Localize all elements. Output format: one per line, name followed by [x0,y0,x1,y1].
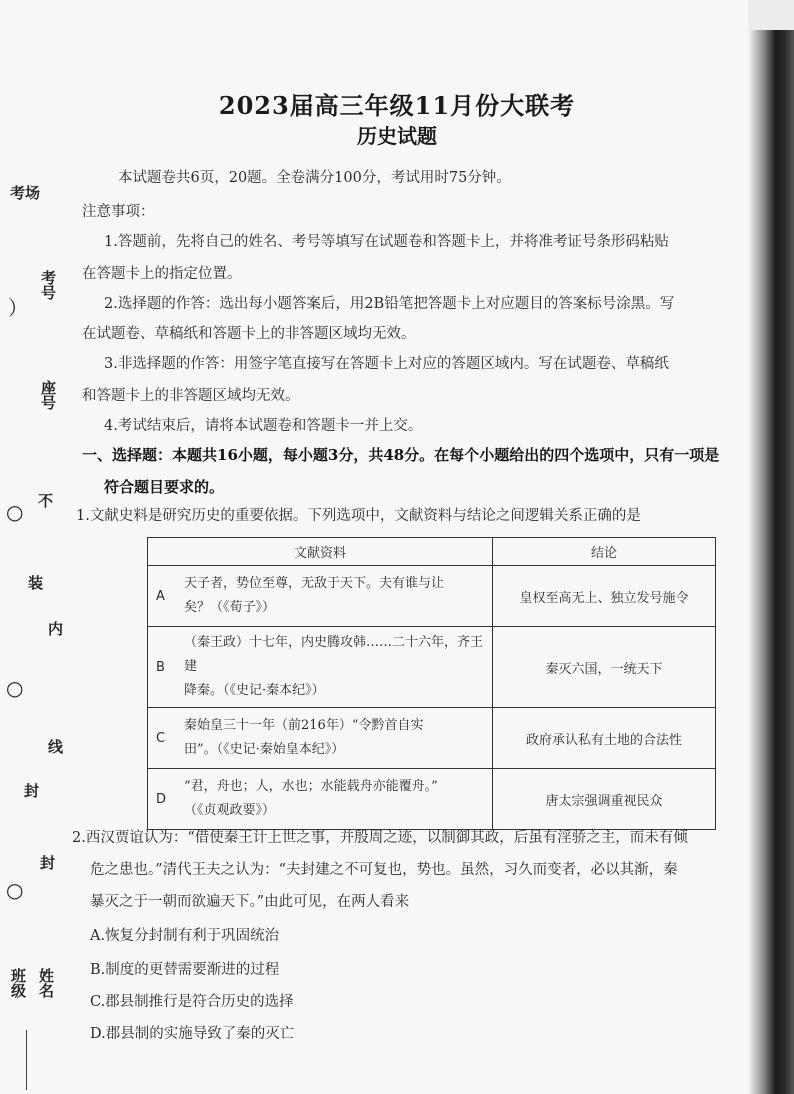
table-row [148,708,716,769]
margin-line [26,1030,27,1090]
doc-line: 秦始皇三十一年（前216年）“令黔首自实 [184,718,424,733]
note-text: 和答题卡上的非答题区域均无效。 [82,388,300,404]
option-label: B [148,627,177,708]
binding-circle: ） [8,296,28,320]
margin-label: 装 [28,574,44,592]
question-stem: 暴灭之于一朝而欲遍天下。”由此可见，在两人看来 [90,894,410,910]
option-conclusion: 政府承认私有土地的合法性 [493,708,716,769]
option-conclusion: 皇权至高无上、独立发号施令 [493,566,716,627]
margin-label: 考号 [39,270,57,300]
section-heading: 一、选择题：本题共16小题，每小题3分，共48分。在每个小题给出的四个选项中，只有一项是 [82,446,720,464]
section-heading: 符合题目要求的。 [104,478,225,496]
column-header: 结论 [493,538,716,566]
question-stem: 1.文献史料是研究历史的重要依据。下列选项中，文献资料与结论之间逻辑关系正确的是 [76,508,641,524]
binding-circle: ○ [6,676,24,700]
notes-heading: 注意事项： [82,204,155,220]
doc-line: 矣？（《荀子》） [184,600,276,615]
choice-c: C.郡县制推行是符合历史的选择 [90,994,294,1010]
exam-title: 2023届高三年级11月份大联考 [218,91,576,120]
option-conclusion: 唐太宗强调重视民众 [493,769,716,830]
note-text: 2.选择题的作答：选出每小题答案后，用2B铅笔把答题卡上对应题目的答案标号涂黑。写 [104,296,675,312]
intro-text: 本试题卷共6页，20题。全卷满分100分，考试用时75分钟。 [118,170,511,186]
option-document [176,627,493,708]
margin-label: 封 [24,782,40,800]
question1-table [147,537,716,830]
margin-label: 封 [40,854,56,872]
choice-a: A.恢复分封制有利于巩固统治 [90,928,280,944]
option-label: A [148,566,177,627]
option-label: D [148,769,177,830]
table-row [148,627,716,708]
question-stem: 2.西汉贾谊认为：“借使秦王计上世之事，并殷周之迹，以制御其政，后虽有淫骄之主，而未有倾 [72,830,688,846]
margin-label: 不 [38,492,54,510]
choice-d: D.郡县制的实施导致了秦的灭亡 [90,1026,295,1042]
note-text: 4.考试结束后，请将本试题卷和答题卡一并上交。 [104,418,423,434]
binding-circle: ○ [6,878,24,902]
scan-shadow-top [748,0,794,30]
note-text: 3.非选择题的作答：用签字笔直接写在答题卡上对应的答题区域内。写在试题卷、草稿纸 [104,356,669,372]
table-row [148,566,716,627]
table-header-row [148,538,716,566]
doc-line: 天子者，势位至尊，无敌于天下。夫有谁与让 [184,576,445,591]
option-document [176,566,493,627]
subject-title: 历史试题 [357,124,437,148]
question-stem: 危之患也。”清代王夫之认为：“夫封建之不可复也，势也。虽然，习久而变者，必以其渐，秦 [90,862,678,878]
option-document [176,708,493,769]
margin-label: 座号 [39,380,57,410]
doc-line: “君，舟也；人，水也；水能载舟亦能覆舟。” [184,779,438,794]
scan-shadow [748,28,794,1094]
margin-label: 考场 [10,184,41,202]
note-text: 1.答题前，先将自己的姓名、考号等填写在试题卷和答题卡上，并将准考证号条形码粘贴 [104,234,669,250]
table-row [148,769,716,830]
option-document [176,769,493,830]
margin-label: 线 [48,738,64,756]
margin-label: 内 [48,620,64,638]
margin-label: 姓名 [37,968,55,998]
option-conclusion: 秦灭六国，一统天下 [493,627,716,708]
note-text: 在试题卷、草稿纸和答题卡上的非答题区域均无效。 [82,326,416,342]
doc-line: 田”。（《史记·秦始皇本纪》） [184,742,345,757]
choice-b: B.制度的更替需要渐进的过程 [90,962,280,978]
option-label: C [148,708,177,769]
note-text: 在答题卡上的指定位置。 [82,266,242,282]
doc-line: 降秦。（《史记·秦本纪》） [184,683,325,698]
doc-line: （秦王政）十七年，内史腾攻韩……二十六年，齐王建 [184,635,484,674]
binding-circle: ○ [6,500,24,524]
margin-label: 班级 [9,968,27,998]
column-header: 文献资料 [148,538,493,566]
doc-line: （《贞观政要》） [184,803,276,818]
